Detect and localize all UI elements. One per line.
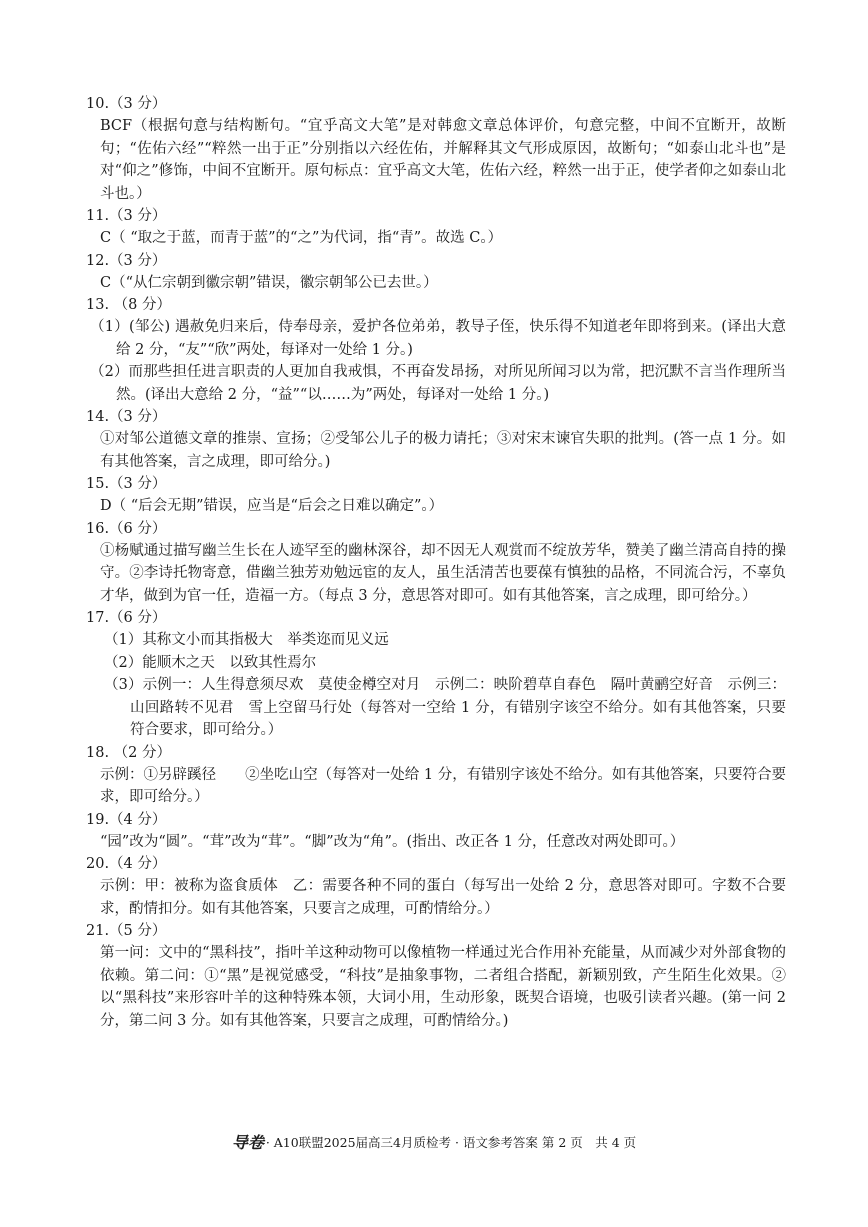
q16-answer: ①杨赋通过描写幽兰生长在人迹罕至的幽林深谷，却不因无人观赏而不绽放芳华，赞美了幽兰清高自持的操守。②李诗托物寄意，借幽兰独芳劝勉远宦的友人，虽生活清苦也要葆有慎独的品格，不同流合污，不辜负才华，做到为官一任，造福一方。（每点 3 分，意思答对即可。如有其他答案，言之成理，即可给分。） — [100, 542, 786, 604]
q11-answer: C（ “取之于蓝，而青于蓝”的“之”为代词，指“青”。故选 C。） — [100, 230, 503, 246]
q10-answer: BCF（根据句意与结构断句。“宜乎高文大笔”是对韩愈文章总体评价，句意完整，中间不宜断开，故断句；“佐佑六经”“粹然一出于正”分别指以六经佐佑，并解释其文气形成原因，故断句；“如泰山北斗也”是对“仰之”修饰，中间不宜断开。原句标点：宜乎高文大笔，佐佑六经，粹然一出于正，使学者仰之如泰山北斗也。） — [100, 118, 786, 202]
q17-heading: 17.（6 分） — [86, 610, 167, 626]
q14-heading: 14.（3 分） — [86, 409, 167, 425]
q12-answer: C（“从仁宗朝到徽宗朝”错误，徽宗朝邹公已去世。） — [100, 274, 438, 291]
q10-heading: 10.（3 分） — [86, 96, 167, 112]
q18-answer: 示例：①另辟蹊径 ②坐吃山空（每答对一处给 1 分，有错别字该处不给分。如有其他答案，只要符合要求，即可给分。） — [100, 766, 786, 805]
footer-text: · A10联盟2025届高三4月质检考 · 语文参考答案 第 2 页 共 4 页 — [265, 1135, 637, 1150]
q13-heading: 13. （8 分） — [86, 297, 172, 313]
q19-answer: “园”改为“圆”。“茸”改为“茸”。“脚”改为“角”。(指出、改正各 1 分，任意改对两处即可。） — [100, 833, 685, 850]
q18-heading: 18. （2 分） — [86, 744, 172, 761]
q13-item-2: （2）而那些担任进言职责的人更加自我戒惧，不再奋发昂扬，对所见所闻习以为常，把沉默不言当作理所当然。(译出大意给 2 分，“益”“以……为”两处，每译对一处给 1 分。) — [90, 364, 786, 403]
q20-heading: 20.（4 分） — [86, 856, 167, 872]
q15-answer: D（ “后会无期”错误，应当是“后会之日难以确定”。） — [100, 498, 444, 514]
answer-content — [86, 93, 786, 1032]
q13-item-1: （1）(邹公) 遇赦免归来后，侍奉母亲，爱护各位弟弟，教导子侄，快乐得不知道老年即将到来。(译出大意给 2 分，“友”“欣”两处，每译对一处给 1 分。) — [90, 319, 786, 358]
q11-heading: 11.（3 分） — [86, 208, 167, 224]
q17-item-3: （3）示例一：人生得意须尽欢 莫使金樽空对月 示例二：映阶碧草自春色 隔叶黄鹂空好音 示例三：山回路转不见君 雪上空留马行处（每答对一空给 1 分，有错别字该空不给分。如有其他答案，只要符合要求，即可给分。） — [104, 677, 786, 738]
daojuan-logo: 导卷 — [231, 1133, 264, 1152]
q16-heading: 16.（6 分） — [86, 520, 167, 537]
q21-heading: 21.（5 分） — [86, 923, 167, 939]
q12-heading: 12.（3 分） — [86, 252, 167, 269]
q17-item-1: （1）其称文小而其指极大 举类迩而见义远 — [104, 632, 389, 648]
q15-heading: 15.（3 分） — [86, 476, 167, 492]
q20-answer: 示例：甲：被称为盗食质体 乙：需要各种不同的蛋白（每写出一处给 2 分，意思答对即可。字数不合要求，酌情扣分。如有其他答案，只要言之成理，可酌情给分。） — [100, 878, 786, 917]
q17-item-2: （2）能顺木之天 以致其性焉尔 — [104, 654, 317, 671]
q19-heading: 19.（4 分） — [86, 811, 167, 828]
page-footer — [0, 1133, 868, 1153]
q21-answer: 第一问：文中的“黑科技”，指叶羊这种动物可以像植物一样通过光合作用补充能量，从而减少对外部食物的依赖。第二问：①“黑”是视觉感受，“科技”是抽象事物，二者组合搭配，新颖别致，产生陌生化效果。②以“黑科技”来形容叶羊的这种特殊本领，大词小用，生动形象，既契合语境，也吸引读者兴趣。(第一问 2 分，第二问 3 分。如有其他答案，只要言之成理，可酌情给分。) — [100, 945, 786, 1029]
q14-answer: ①对邹公道德文章的推崇、宣扬；②受邹公儿子的极力请托；③对宋末谏官失职的批判。(答一点 1 分。如有其他答案，言之成理，即可给分。) — [100, 431, 786, 470]
